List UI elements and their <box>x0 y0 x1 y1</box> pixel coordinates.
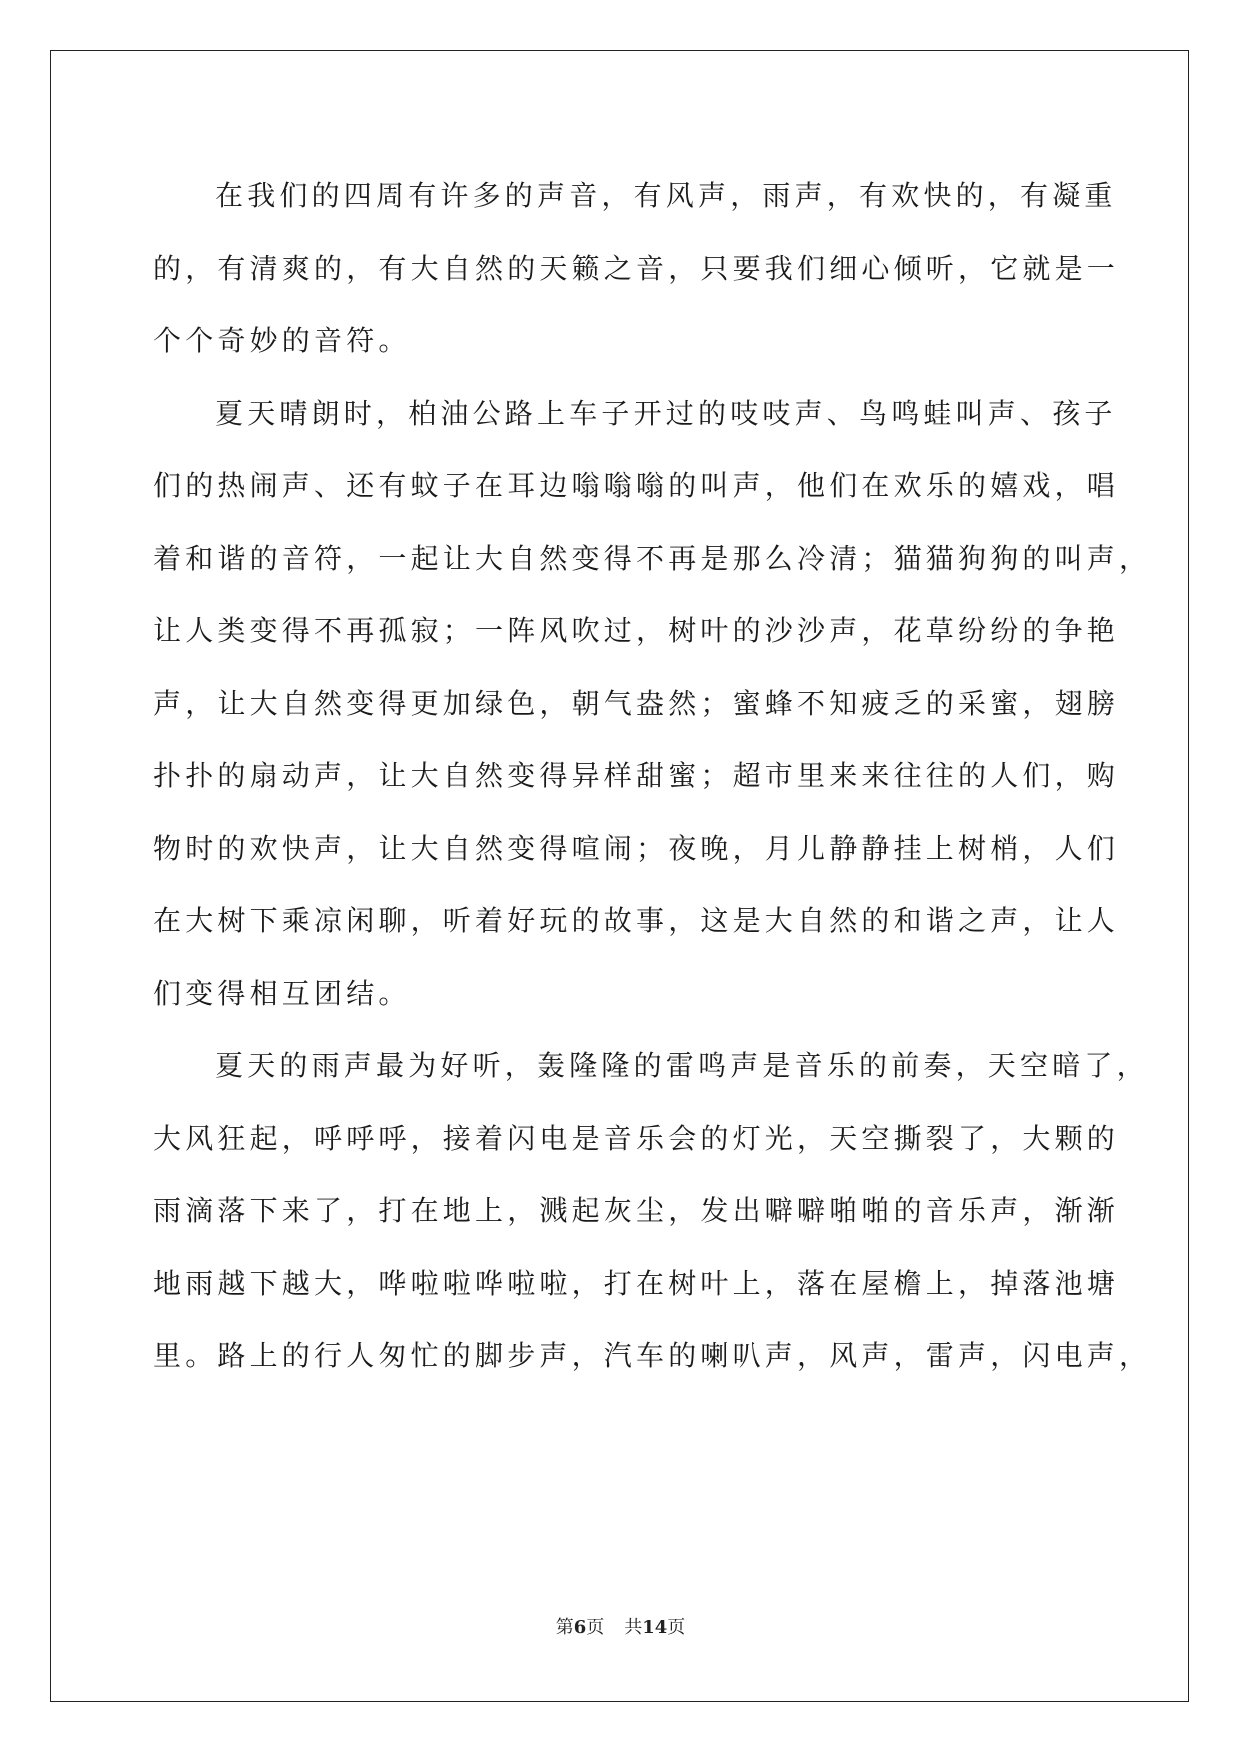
text-line: 的，有清爽的，有大自然的天籁之音，只要我们细心倾听，它就是一 <box>153 251 1120 285</box>
text-line: 雨滴落下来了，打在地上，溅起灰尘，发出噼噼啪啪的音乐声，渐渐 <box>153 1194 1120 1227</box>
text-line: 物时的欢快声，让大自然变得喧闹；夜晚，月儿静静挂上树梢，人们 <box>153 831 1120 865</box>
page-footer <box>0 1613 1241 1639</box>
page-suffix: 页 <box>586 1617 605 1638</box>
page-prefix: 第 <box>555 1617 574 1638</box>
page-number: 6 <box>573 1617 587 1638</box>
text-line: 里。路上的行人匆忙的脚步声，汽车的喇叭声，风声，雷声，闪电声， <box>153 1339 1152 1372</box>
document-body <box>153 160 1152 1393</box>
total-suffix: 页 <box>667 1617 686 1638</box>
text-line: 让人类变得不再孤寂；一阵风吹过，树叶的沙沙声，花草纷纷的争艳 <box>153 614 1120 647</box>
text-line: 地雨越下越大，哗啦啦哗啦啦，打在树叶上，落在屋檐上，掉落池塘 <box>153 1266 1120 1300</box>
text-line: 在我们的四周有许多的声音，有风声，雨声，有欢快的，有凝重 <box>215 179 1117 212</box>
text-line: 在大树下乘凉闲聊，听着好玩的故事，这是大自然的和谐之声，让人 <box>153 904 1120 937</box>
total-pages: 14 <box>642 1617 668 1638</box>
text-line: 大风狂起，呼呼呼，接着闪电是音乐会的灯光，天空撕裂了，大颗的 <box>153 1121 1120 1155</box>
text-line: 夏天的雨声最为好听，轰隆隆的雷鸣声是音乐的前奏，天空暗了， <box>215 1049 1149 1082</box>
text-line: 声，让大自然变得更加绿色，朝气盎然；蜜蜂不知疲乏的采蜜，翅膀 <box>153 686 1120 720</box>
total-prefix: 共 <box>624 1617 643 1638</box>
text-line: 扑扑的扇动声，让大自然变得异样甜蜜；超市里来来往往的人们，购 <box>153 759 1120 792</box>
text-line: 们的热闹声、还有蚊子在耳边嗡嗡嗡的叫声，他们在欢乐的嬉戏，唱 <box>153 469 1120 502</box>
text-line: 个个奇妙的音符。 <box>153 324 411 357</box>
text-line: 着和谐的音符，一起让大自然变得不再是那么冷清；猫猫狗狗的叫声， <box>153 541 1152 575</box>
text-line: 夏天晴朗时，柏油公路上车子开过的吱吱声、鸟鸣蛙叫声、孩子 <box>215 396 1117 430</box>
text-line: 们变得相互团结。 <box>153 976 411 1010</box>
